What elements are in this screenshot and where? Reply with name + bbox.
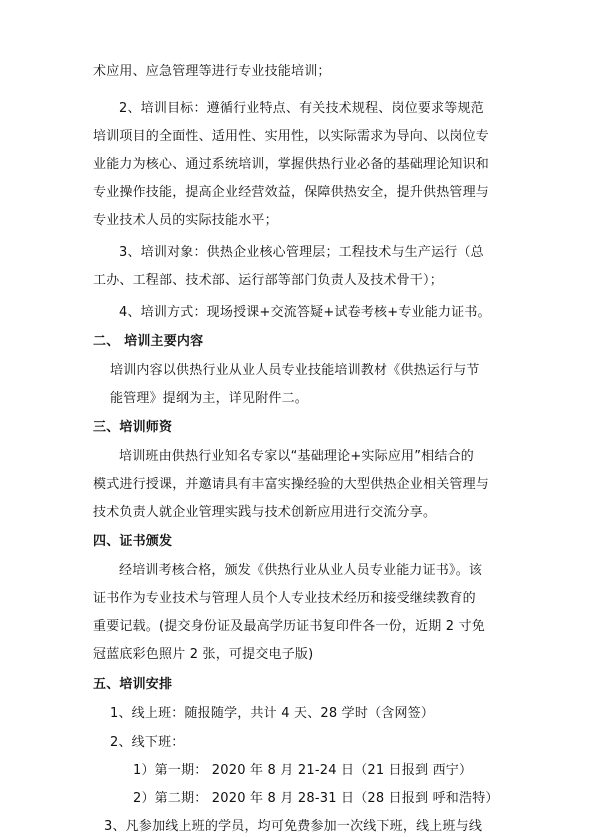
body-text-line: 能管理》提纲为主，详见附件二。 (110, 391, 309, 406)
body-text-line: 3、凡参加线上班的学员，均可免费参加一次线下班，线上班与线 (104, 819, 483, 834)
section-heading: 四、证书颁发 (93, 534, 173, 549)
body-text-line: 3、培训对象：供热企业核心管理层；工程技术与生产运行（总 (119, 245, 484, 260)
body-text-line: 1、线上班：随报随学，共计 4 天、28 学时（含网签） (110, 706, 435, 721)
body-text-line: 技术负责人就企业管理实践与技术创新应用进行交流分享。 (93, 505, 437, 520)
body-text-line: 培训项目的全面性、适用性、实用性，以实际需求为导向、以岗位专 (93, 129, 490, 144)
body-text-line: 2、培训目标：遵循行业特点、有关技术规程、岗位要求等规范 (119, 101, 484, 116)
body-text-line: 业能力为核心、通过系统培训，掌握供热行业必备的基础理论知识和 (93, 157, 490, 172)
section-heading: 五、培训安排 (93, 677, 173, 692)
body-text-line: 培训班由供热行业知名专家以“基础理论+实际应用”相结合的 (119, 449, 474, 464)
body-text-line: 2、线下班： (110, 735, 185, 750)
body-text-line: 经培训考核合格，颁发《供热行业从业人员专业能力证书》。该 (119, 563, 483, 578)
body-text-line: 1）第一期： 2020 年 8 月 21-24 日（21 日报到 西宁） (133, 763, 473, 778)
body-text-line: 证书作为专业技术与管理人员个人专业技术经历和接受继续教育的 (93, 591, 476, 606)
section-heading: 三、培训师资 (93, 420, 173, 435)
body-text-line: 2）第二期： 2020 年 8 月 28-31 日（28 日报到 呼和浩特） (133, 791, 499, 806)
body-text-line: 培训内容以供热行业从业人员专业技能培训教材《供热运行与节 (110, 363, 480, 378)
body-text-line: 重要记载。(提交身份证及最高学历证书复印件各一份，近期 2 寸免 (93, 619, 486, 634)
body-text-line: 专业技术人员的实际技能水平； (93, 213, 278, 228)
section-heading: 二、 培训主要内容 (93, 334, 204, 349)
body-text-line: 专业操作技能，提高企业经营效益，保障供热安全，提升供热管理与 (93, 185, 490, 200)
body-text-line: 术应用、应急管理等进行专业技能培训； (93, 64, 331, 79)
body-text-line: 冠蓝底彩色照片 2 张，可提交电子版) (93, 647, 314, 662)
body-text-line: 4、培训方式：现场授课+交流答疑+试卷考核+专业能力证书。 (119, 305, 491, 320)
body-text-line: 工办、工程部、技术部、运行部等部门负责人及技术骨干）； (93, 273, 443, 288)
body-text-line: 模式进行授课，并邀请具有丰富实操经验的大型供热企业相关管理与 (93, 477, 490, 492)
